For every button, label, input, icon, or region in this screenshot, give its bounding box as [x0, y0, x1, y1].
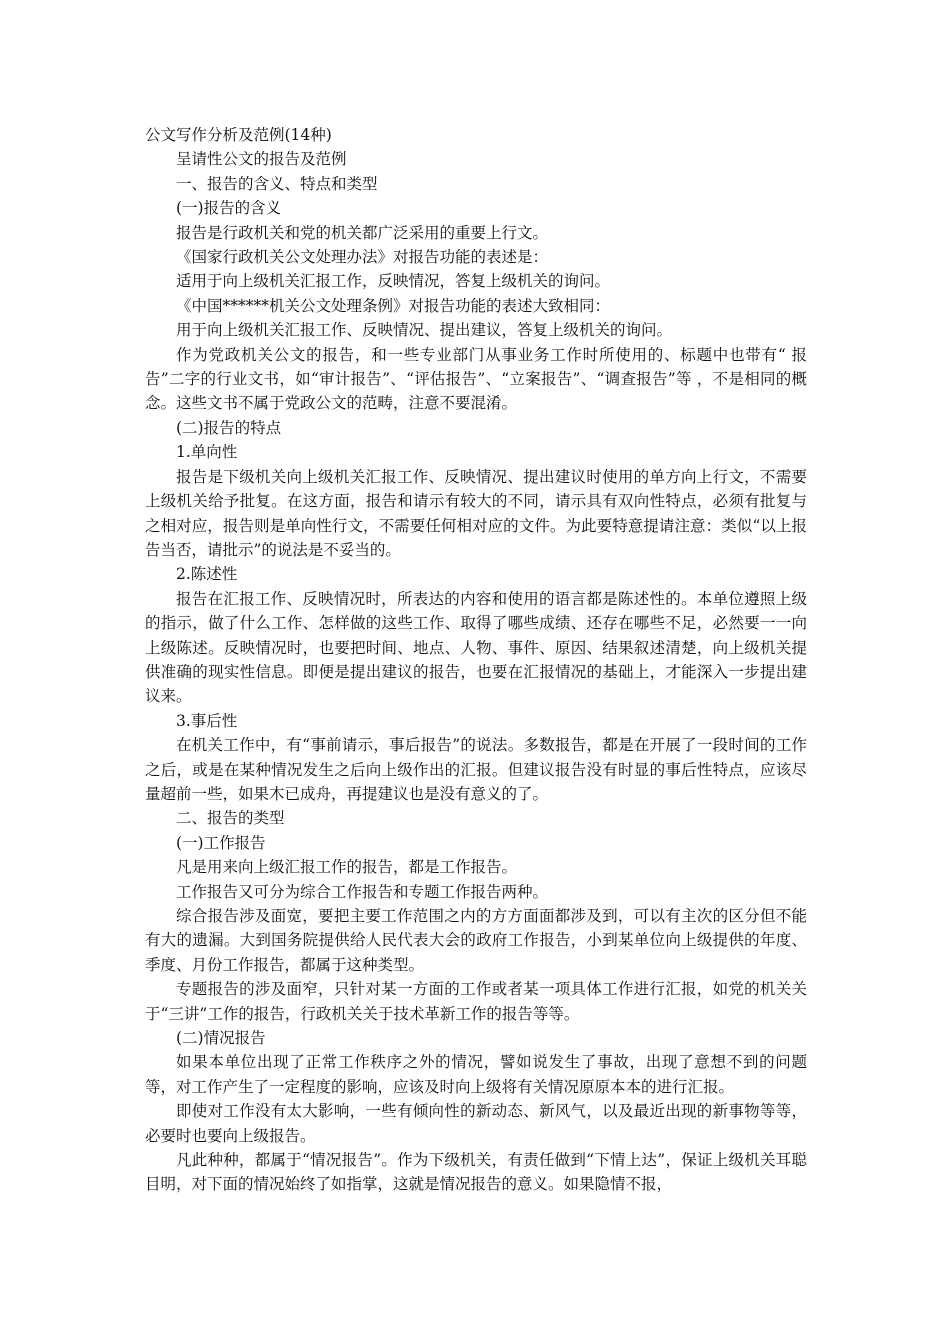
heading-level-3: 1.单向性	[176, 443, 238, 462]
body-paragraph: 工作报告又可分为综合工作报告和专题工作报告两种。	[176, 882, 549, 901]
body-paragraph: 在机关工作中，有“事前请示，事后报告”的说法。多数报告，都是在开展了一段时间的工作之后，或是在某种情况发生之后向上级作出的汇报。但建议报告没有时显的事后性特点，应该尽量超前一些，如果木已成舟，再提建议也是没有意义的了。	[145, 736, 807, 803]
body-paragraph: 综合报告涉及面宽，要把主要工作范围之内的方方面面都涉及到，可以有主次的区分但不能有大的遗漏。大到国务院提供给人民代表大会的政府工作报告，小到某单位向上级提供的年度、季度、月份工作报告，都属于这种类型。	[145, 907, 807, 974]
heading-level-1: 二、报告的类型	[176, 809, 285, 828]
heading-level-2: (一)工作报告	[176, 833, 266, 852]
heading-level-2: (一)报告的含义	[176, 199, 282, 218]
heading-level-2: (二)报告的特点	[176, 418, 282, 437]
body-paragraph: 报告是行政机关和党的机关都广泛采用的重要上行文。	[176, 223, 549, 242]
document-body	[145, 123, 807, 1197]
body-paragraph: 即使对工作没有太大影响，一些有倾向性的新动态、新风气，以及最近出现的新事物等等，必要时也要向上级报告。	[145, 1102, 807, 1145]
body-paragraph: 用于向上级机关汇报工作、反映情况、提出建议，答复上级机关的询问。	[176, 321, 673, 340]
body-paragraph: 报告在汇报工作、反映情况时，所表达的内容和使用的语言都是陈述性的。本单位遵照上级的指示，做了什么工作、怎样做的这些工作、取得了哪些成绩、还存在哪些不足，必然要一一向上级陈述。反映情况时，也要把时间、地点、人物、事件、原因、结果叙述清楚，向上级机关提供准确的现实性信息。即便是提出建议的报告，也要在汇报情况的基础上，才能深入一步提出建议来。	[145, 589, 807, 706]
body-paragraph: 凡此种种，都属于“情况报告”。作为下级机关，有责任做到“下情上达”，保证上级机关耳聪目明，对下面的情况始终了如指掌，这就是情况报告的意义。如果隐情不报，	[145, 1151, 807, 1194]
body-paragraph: 报告是下级机关向上级机关汇报工作、反映情况、提出建议时使用的单方向上行文，不需要上级机关给予批复。在这方面，报告和请示有较大的不同，请示具有双向性特点，必须有批复与之相对应，报告则是单向性行文，不需要任何相对应的文件。为此要特意提请注意：类似“以上报告当否，请批示”的说法是不妥当的。	[145, 467, 807, 559]
heading-level-2: (二)情况报告	[176, 1029, 266, 1048]
heading-level-3: 3.事后性	[176, 711, 238, 730]
body-paragraph: 《国家行政机关公文处理办法》对报告功能的表述是：	[176, 248, 549, 267]
section-subtitle: 呈请性公文的报告及范例	[176, 150, 347, 169]
body-paragraph: 作为党政机关公文的报告，和一些专业部门从事业务工作时所使用的、标题中也带有“ 报告”二字的行业文书，如“审计报告”、“评估报告”、“立案报告”、“调查报告”等 ，不是相同的概念。这些文书不属于党政公文的范畴，注意不要混淆。	[145, 345, 807, 413]
body-paragraph: 凡是用来向上级汇报工作的报告，都是工作报告。	[176, 858, 518, 877]
body-paragraph: 适用于向上级机关汇报工作，反映情况，答复上级机关的询问。	[176, 272, 611, 291]
document-title: 公文写作分析及范例(14种)	[145, 126, 332, 144]
heading-level-3: 2.陈述性	[176, 565, 238, 584]
body-paragraph: 如果本单位出现了正常工作秩序之外的情况，譬如说发生了事故，出现了意想不到的问题等，对工作产生了一定程度的影响，应该及时向上级将有关情况原原本本的进行汇报。	[145, 1053, 807, 1096]
body-paragraph: 专题报告的涉及面窄，只针对某一方面的工作或者某一项具体工作进行汇报，如党的机关关于“三讲”工作的报告，行政机关关于技术革新工作的报告等等。	[145, 980, 807, 1023]
body-paragraph: 《中国******机关公文处理条例》对报告功能的表述大致相同：	[176, 296, 611, 315]
heading-level-1: 一、报告的含义、特点和类型	[176, 174, 378, 193]
